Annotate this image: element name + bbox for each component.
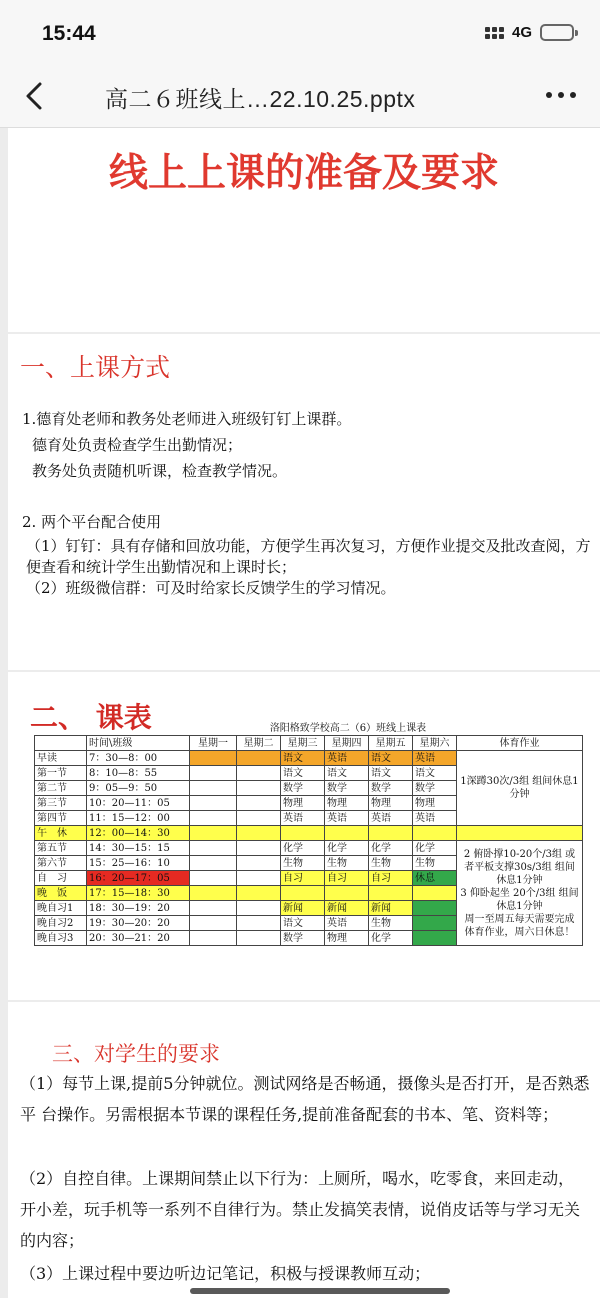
schedule-subject-cell: 英语 [325, 751, 369, 766]
schedule-time-cell: 12：00—14：30 [87, 826, 190, 841]
schedule-header-cell: 星期二 [237, 736, 281, 751]
schedule-header-cell: 星期六 [413, 736, 457, 751]
schedule-subject-cell [237, 826, 281, 841]
schedule-subject-cell: 自习 [281, 871, 325, 886]
schedule-subject-cell [413, 901, 457, 916]
schedule-time-cell: 10：20—11：05 [87, 796, 190, 811]
schedule-row [35, 826, 583, 841]
schedule-subject-cell [237, 841, 281, 856]
schedule-subject-cell: 新闻 [325, 901, 369, 916]
status-indicators [485, 24, 574, 41]
schedule-period-cell: 自 习 [35, 871, 87, 886]
section-heading: 一、上课方式 [20, 353, 171, 382]
text-paragraph: （1）钉钉：具有存储和回放功能，方便学生再次复习，方便作业提交及批改查阅，方便查看和统计学生出勤情况和上课时长； [26, 537, 591, 576]
schedule-period-cell: 晚自习3 [35, 931, 87, 946]
schedule-subject-cell: 化学 [413, 841, 457, 856]
schedule-subject-cell [190, 931, 237, 946]
schedule-subject-cell: 生物 [369, 856, 413, 871]
schedule-period-cell: 第一节 [35, 766, 87, 781]
schedule-subject-cell: 新闻 [369, 901, 413, 916]
schedule-subject-cell [190, 901, 237, 916]
signal-icon [485, 27, 504, 39]
schedule-subject-cell [281, 886, 325, 901]
schedule-time-cell: 16：20—17：05 [87, 871, 190, 886]
text-line: 2. 两个平台配合使用 [22, 513, 162, 531]
schedule-subject-cell: 休息 [413, 871, 457, 886]
schedule-time-cell: 17：15—18：30 [87, 886, 190, 901]
pe-homework-cell [457, 751, 583, 826]
schedule-subject-cell: 英语 [369, 811, 413, 826]
schedule-subject-cell [190, 856, 237, 871]
schedule-subject-cell: 语文 [369, 766, 413, 781]
schedule-subject-cell [237, 811, 281, 826]
schedule-time-cell: 19：30—20：20 [87, 916, 190, 931]
text-line: 教务处负责随机听课，检查教学情况。 [32, 462, 288, 480]
schedule-subject-cell: 化学 [369, 841, 413, 856]
schedule-subject-cell [325, 886, 369, 901]
schedule-title: 洛阳格致学校高二（6）班线上课表 [269, 723, 427, 734]
schedule-period-cell: 第六节 [35, 856, 87, 871]
schedule-subject-cell: 化学 [325, 841, 369, 856]
redaction-scribble [190, 1288, 450, 1294]
text-line: 德育处负责检查学生出勤情况； [32, 436, 243, 454]
schedule-subject-cell: 语文 [281, 751, 325, 766]
schedule-subject-cell [413, 886, 457, 901]
schedule-subject-cell [413, 931, 457, 946]
pe-homework-cell-break [457, 826, 583, 841]
schedule-subject-cell: 化学 [281, 841, 325, 856]
slide-schedule [8, 672, 600, 1000]
schedule-header-cell: 体育作业 [457, 736, 583, 751]
more-options-icon[interactable] [546, 92, 576, 98]
schedule-subject-cell: 生物 [369, 916, 413, 931]
text-line: （2）班级微信群：可及时给家长反馈学生的学习情况。 [26, 579, 396, 597]
requirement-paragraph: （3）上课过程中要边听边记笔记，积极与授课教师互动； [20, 1264, 431, 1283]
schedule-subject-cell [237, 751, 281, 766]
requirement-paragraph: （1）每节上课,提前5分钟就位。测试网络是否畅通，摄像头是否打开，是否熟悉平 台操作。另需根据本节课的课程任务,提前准备配套的书本、笔、资料等； [20, 1074, 590, 1124]
schedule-time-cell: 18：30—19：20 [87, 901, 190, 916]
schedule-subject-cell [325, 826, 369, 841]
schedule-subject-cell [237, 886, 281, 901]
schedule-row [35, 841, 583, 856]
nav-bar [0, 66, 600, 128]
schedule-subject-cell: 数学 [369, 781, 413, 796]
schedule-subject-cell: 物理 [369, 796, 413, 811]
schedule-subject-cell: 英语 [325, 811, 369, 826]
status-time: 15:44 [42, 22, 96, 45]
schedule-subject-cell: 生物 [413, 856, 457, 871]
pe-homework-cell-lower [457, 841, 583, 946]
schedule-time-cell: 20：30—21：20 [87, 931, 190, 946]
slide-student-requirements [8, 1002, 600, 1298]
schedule-time-cell: 15：25—16：10 [87, 856, 190, 871]
slide-title [8, 128, 600, 332]
schedule-subject-cell: 自习 [369, 871, 413, 886]
schedule-period-cell: 第五节 [35, 841, 87, 856]
schedule-subject-cell [237, 901, 281, 916]
schedule-row [35, 751, 583, 766]
schedule-header-cell [35, 736, 87, 751]
schedule-period-cell: 午 休 [35, 826, 87, 841]
schedule-subject-cell: 英语 [413, 751, 457, 766]
schedule-subject-cell: 英语 [413, 811, 457, 826]
pe-homework-line: 1深蹲30次/3组 组间休息1分钟 [460, 776, 579, 800]
schedule-subject-cell [190, 826, 237, 841]
section-heading: 三、对学生的要求 [52, 1042, 220, 1066]
schedule-period-cell: 晚 饭 [35, 886, 87, 901]
pe-homework-line: 3 仰卧起坐 20个/3组 组间休息1分钟 [460, 887, 579, 912]
schedule-subject-cell [281, 826, 325, 841]
schedule-time-cell: 8：10—8：55 [87, 766, 190, 781]
schedule-subject-cell: 语文 [281, 916, 325, 931]
slide-main-title: 线上上课的准备及要求 [108, 151, 499, 196]
text-line: 1.德育处老师和教务处老师进入班级钉钉上课群。 [22, 410, 352, 428]
schedule-header-cell: 星期四 [325, 736, 369, 751]
schedule-subject-cell: 物理 [325, 796, 369, 811]
schedule-subject-cell [190, 841, 237, 856]
schedule-subject-cell [190, 916, 237, 931]
schedule-subject-cell: 物理 [325, 931, 369, 946]
schedule-subject-cell: 语文 [413, 766, 457, 781]
schedule-subject-cell: 生物 [325, 856, 369, 871]
schedule-subject-cell [190, 871, 237, 886]
schedule-subject-cell [369, 826, 413, 841]
schedule-subject-cell [237, 796, 281, 811]
schedule-time-cell: 11：15—12：00 [87, 811, 190, 826]
schedule-period-cell: 第四节 [35, 811, 87, 826]
schedule-subject-cell: 生物 [281, 856, 325, 871]
schedule-subject-cell: 英语 [325, 916, 369, 931]
schedule-subject-cell: 数学 [413, 781, 457, 796]
schedule-subject-cell [237, 871, 281, 886]
schedule-header-row [35, 736, 583, 751]
schedule-time-cell: 7：30—8：00 [87, 751, 190, 766]
schedule-period-cell: 早读 [35, 751, 87, 766]
schedule-subject-cell [190, 751, 237, 766]
schedule-subject-cell [190, 811, 237, 826]
battery-icon [540, 24, 574, 41]
schedule-period-cell: 第二节 [35, 781, 87, 796]
schedule-subject-cell [369, 886, 413, 901]
schedule-period-cell: 第三节 [35, 796, 87, 811]
pe-homework-line: 周一至周五每天需要完成体育作业，周六日休息！ [464, 913, 575, 938]
schedule-time-cell: 14：30—15：15 [87, 841, 190, 856]
schedule-subject-cell: 物理 [281, 796, 325, 811]
schedule-subject-cell: 语文 [281, 766, 325, 781]
slide-class-method [8, 334, 600, 670]
schedule-subject-cell [190, 796, 237, 811]
schedule-subject-cell: 语文 [325, 766, 369, 781]
schedule-subject-cell [237, 766, 281, 781]
schedule-image [34, 722, 582, 946]
status-bar [0, 0, 600, 66]
schedule-time-cell: 9：05—9：50 [87, 781, 190, 796]
schedule-subject-cell: 数学 [281, 931, 325, 946]
schedule-subject-cell [190, 781, 237, 796]
schedule-header-cell: 星期五 [369, 736, 413, 751]
document-title: 高二６班线上…22.10.25.pptx [105, 86, 416, 112]
schedule-subject-cell [237, 931, 281, 946]
schedule-table [34, 735, 583, 946]
schedule-period-cell: 晚自习1 [35, 901, 87, 916]
schedule-header-cell: 时间\班级 [87, 736, 190, 751]
schedule-subject-cell: 化学 [369, 931, 413, 946]
back-arrow-icon[interactable] [20, 80, 52, 112]
schedule-subject-cell: 数学 [281, 781, 325, 796]
schedule-subject-cell: 语文 [369, 751, 413, 766]
schedule-subject-cell: 数学 [325, 781, 369, 796]
schedule-subject-cell [413, 916, 457, 931]
schedule-subject-cell [237, 916, 281, 931]
schedule-header-cell: 星期一 [190, 736, 237, 751]
schedule-subject-cell [237, 781, 281, 796]
section-heading: 二、 课表 [30, 701, 152, 734]
schedule-subject-cell: 自习 [325, 871, 369, 886]
network-label: 4G [511, 24, 532, 41]
schedule-period-cell: 晚自习2 [35, 916, 87, 931]
schedule-subject-cell [190, 886, 237, 901]
schedule-subject-cell [413, 826, 457, 841]
schedule-subject-cell: 新闻 [281, 901, 325, 916]
schedule-subject-cell: 英语 [281, 811, 325, 826]
schedule-header-cell: 星期三 [281, 736, 325, 751]
schedule-subject-cell: 物理 [413, 796, 457, 811]
schedule-subject-cell [190, 766, 237, 781]
pe-homework-line: 2 俯卧撑10-20个/3组 或者平板支撑30s/3组 组间休息1分钟 [463, 848, 576, 886]
schedule-subject-cell [237, 856, 281, 871]
requirement-paragraph: （2）自控自律。上课期间禁止以下行为：上厕所，喝水，吃零食，来回走动，开小差，玩手机等一系列不自律行为。禁止发搞笑表情，说俏皮话等与学习无关的内容； [20, 1169, 581, 1250]
